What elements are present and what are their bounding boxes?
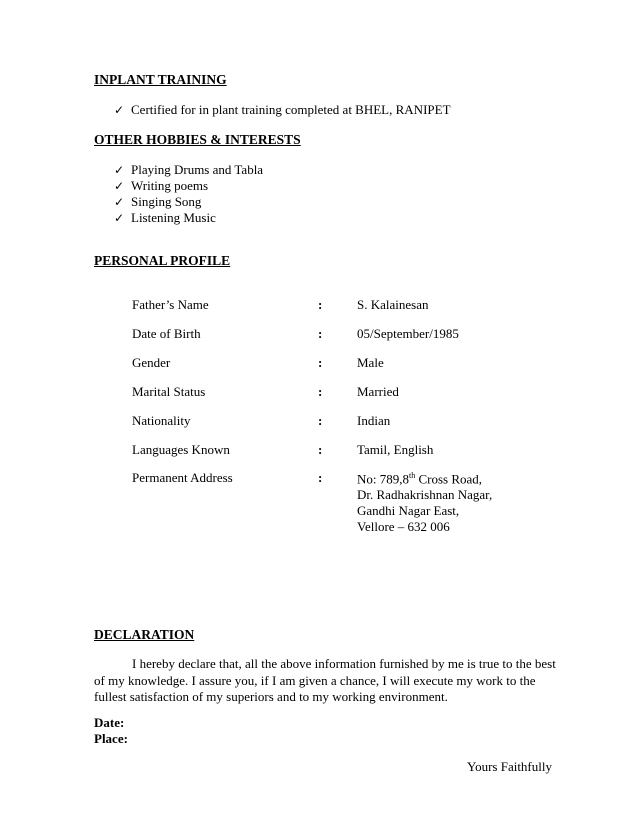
checkmark-icon: ✓ <box>114 163 125 177</box>
profile-separator: : <box>318 413 323 428</box>
list-item: ✓ Singing Song <box>114 194 202 209</box>
declaration-text: I hereby declare that, all the above information furnished by me is true to the best of my knowledge. I assure you, if I am given a chance, I will execute my work to the fullest satisfaction of my superiors and to my working environment. <box>94 656 556 704</box>
address-line: Vellore – 632 006 <box>357 519 450 535</box>
list-item: ✓ Certified for in plant training completed at BHEL, RANIPET <box>114 102 451 117</box>
inplant-training-heading: INPLANT TRAINING <box>94 72 227 87</box>
profile-separator: : <box>318 326 323 341</box>
checkmark-icon: ✓ <box>114 195 125 209</box>
profile-value: S. Kalainesan <box>357 297 429 312</box>
profile-separator: : <box>318 355 323 370</box>
profile-label: Nationality <box>132 413 191 428</box>
profile-separator: : <box>318 384 323 399</box>
permanent-address <box>357 468 492 535</box>
list-item: ✓ Listening Music <box>114 210 216 225</box>
profile-value: Married <box>357 384 399 399</box>
profile-separator: : <box>318 442 323 457</box>
profile-label: Father’s Name <box>132 297 209 312</box>
personal-profile-heading: PERSONAL PROFILE <box>94 253 231 268</box>
hobbies-heading: OTHER HOBBIES & INTERESTS <box>94 132 301 147</box>
profile-value: Indian <box>357 413 391 428</box>
date-label: Date: <box>94 715 125 730</box>
checkmark-icon: ✓ <box>114 179 125 193</box>
list-item: ✓ Playing Drums and Tabla <box>114 162 264 177</box>
profile-label: Gender <box>132 355 171 370</box>
profile-separator: : <box>318 297 323 312</box>
declaration-heading: DECLARATION <box>94 627 195 642</box>
profile-value: Tamil, English <box>357 442 434 457</box>
profile-label: Marital Status <box>132 384 206 399</box>
profile-separator: : <box>318 470 323 485</box>
address-line: No: 789,8th Cross Road, <box>357 471 483 487</box>
checkmark-icon: ✓ <box>114 211 125 225</box>
address-line: Gandhi Nagar East, <box>357 503 460 519</box>
profile-label: Languages Known <box>132 442 230 457</box>
profile-value: 05/September/1985 <box>357 326 459 341</box>
profile-label: Date of Birth <box>132 326 201 341</box>
place-label: Place: <box>94 731 128 746</box>
list-item: ✓ Writing poems <box>114 178 209 193</box>
profile-value: Male <box>357 355 384 370</box>
closing-text: Yours Faithfully <box>466 759 552 774</box>
profile-label: Permanent Address <box>132 470 233 485</box>
address-line: Dr. Radhakrishnan Nagar, <box>357 487 493 503</box>
checkmark-icon: ✓ <box>114 103 125 117</box>
